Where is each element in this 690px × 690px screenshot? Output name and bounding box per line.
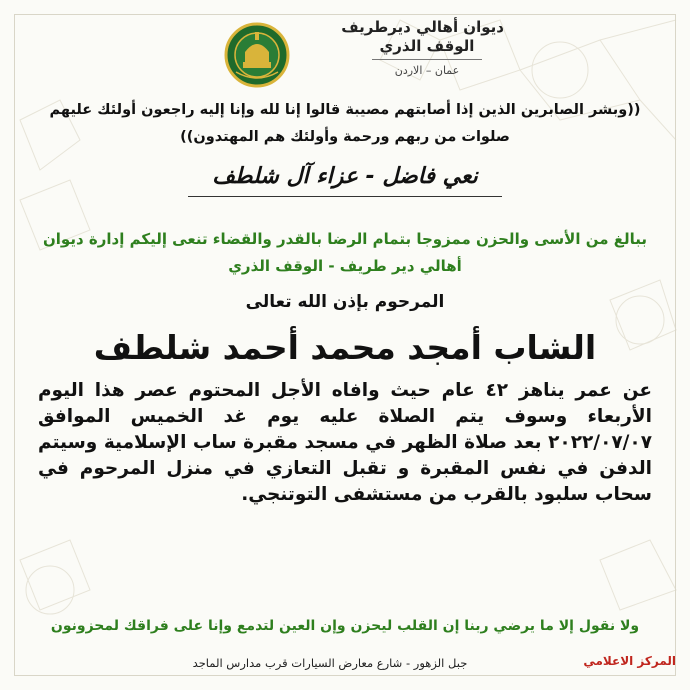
- deceased-name: الشاب أمجد محمد أحمد شلطف: [93, 328, 597, 367]
- title-underline: [188, 196, 502, 197]
- funeral-details: عن عمر يناهز ٤٢ عام حيث وافاه الأجل المحتوم عصر هذا اليوم الأربعاء وسوف يتم الصلاة عليه يوم غد الخميس الموافق ٢٠٢٢/٠٧/٠٧ بعد صلاة الظهر في مسجد مقبرة ساب الإسلامية وسيتم الدفن في نفس المقبرة و تقبل التعازي في منزل المرحوم في سحاب سلبود بالقرب من مستشفى التوتنجي.: [38, 380, 652, 505]
- quran-verse: ((وبشر الصابرين الذين إذا أصابتهم مصيبة قالوا إنا لله وإنا إليه راجعون أولئك عليهم صلوات من ربهم ورحمة وأولئك هم المهتدون)): [49, 102, 641, 145]
- organization-header: [304, 18, 504, 77]
- organization-name: ديوان أهالي ديرطريف: [341, 18, 504, 36]
- organization-logo-icon: [224, 22, 290, 88]
- media-center-label: المركز الاعلامي: [583, 654, 676, 668]
- notice-title: نعي فاضل - عزاء آل شلطف: [212, 164, 478, 189]
- organization-location: عمان – الاردن: [394, 64, 460, 77]
- organization-subtitle: الوقف الذري: [372, 36, 482, 60]
- footer-address: جبل الزهور - شارع معارض السيارات قرب مدارس الماجد: [192, 656, 468, 670]
- grief-statement: ببالغ من الأسى والحزن ممزوجا بتمام الرضا بالقدر والقضاء تنعى إليكم إدارة ديوان أهالي دير طريف - الوقف الذري: [42, 230, 647, 275]
- deceased-intro: المرحوم بإذن الله تعالى: [245, 292, 445, 312]
- closing-prayer: ولا نقول إلا ما يرضي ربنا إن القلب ليحزن وإن العين لتدمع وإنا على فراقك لمحزونون: [50, 618, 640, 634]
